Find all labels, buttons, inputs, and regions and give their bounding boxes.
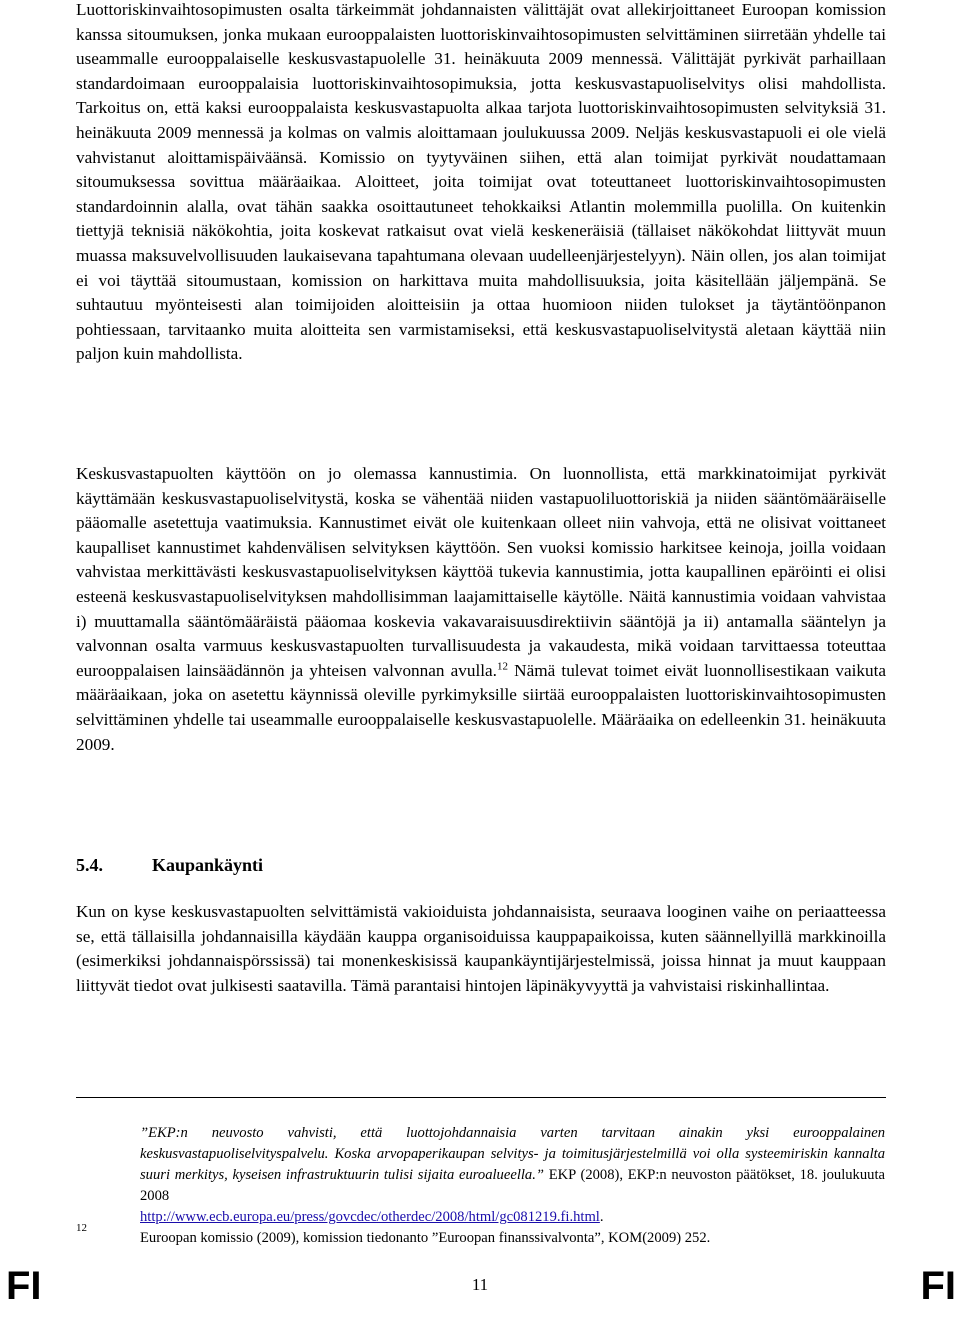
- paragraph-2-text-a: Keskusvastapuolten käyttöön on jo olemassa kannustimia. On luonnollista, että markkinatoimijat pyrkivät käyttämään keskusvastapuoliselvitystä, koska se vähentää niiden vastapuoliluottoriskiä ja niiden sääntömääräiselle pääomalle asetettuja vaatimuksia. Kannustimet eivät ole kuitenkaan olleet niin vahvoja, että ne olisivat voittaneet kaupalliset kannustimet kahdenvälisen selvityksen käyttöön. Sen vuoksi komissio harkitsee keinoja, joilla voidaan vahvistaa merkittävästi keskusvastapuoliselvityksen käyttöä tukevia kannustimia, jotta kaupallinen epäröinti ei olisi esteenä keskusvastapuoliselvityksen mahdollisimman laajamittaiselle käytölle. Näitä kannustimia voidaan vahvistaa i) muuttamalla sääntömääräistä pääomaa koskevia vakavaraisuusdirektiivin sääntöjä ja ii) antamalla sääntelyn ja valvonnan osalta varmuus keskusvastapuolten turvallisuudesta ja vakaudesta, mikä voidaan tarvittaessa toteuttaa eurooppalaisen lainsäädännön ja yhteisen valvonnan avulla.: [76, 464, 886, 680]
- paragraph-2: [76, 462, 886, 757]
- footnote-text: [140, 1123, 885, 1249]
- footnote-source: EKP (2008), EKP:n neuvoston päätökset, 18. joulukuuta 2008: [140, 1167, 885, 1204]
- section-heading: [76, 853, 886, 877]
- footnote-divider: [76, 1097, 886, 1098]
- section-title: Kaupankäynti: [152, 855, 264, 875]
- footnote-number: 12: [76, 1222, 87, 1234]
- footnote-second-line: Euroopan komissio (2009), komission tiedonanto ”Euroopan finanssivalvonta”, KOM(2009) 252.: [140, 1230, 711, 1246]
- language-code-left: FI: [6, 1264, 42, 1308]
- footnote-quote: ”EKP:n neuvosto vahvisti, että luottojohdannaisia varten tarvitaan ainakin yksi eurooppalainen keskusvastapuoliselvityspalvelu. Koska arvopaperikaupan selvitys- ja toimitusjärjestelmillä voi olla systeemiriskin kannalta suuri merkitys, kyseisen infrastruktuurin tulisi sijaita euroalueella.”: [140, 1125, 885, 1183]
- paragraph-3: Kun on kyse keskusvastapuolten selvittämistä vakioiduista johdannaisista, seuraava looginen vaihe on periaatteessa se, että tällaisilla johdannaisilla käydään kauppa organisoiduissa kauppapaikoissa, kuten säännellyillä markkinoilla (esimerkiksi johdannaispörssissä) tai monenkeskisissä kaupankäyntijärjestelmissä, joissa hinnat ja muut kauppaan liittyvät tiedot ovat julkisesti saatavilla. Tämä parantaisi hintojen läpinäkyvyyttä ja vahvistaisi riskinhallintaa.: [76, 902, 886, 995]
- page-number: 11: [471, 1275, 489, 1294]
- section-number: 5.4.: [76, 855, 103, 875]
- footnote-reference[interactable]: 12: [496, 660, 508, 673]
- footnote-link[interactable]: http://www.ecb.europa.eu/press/govcdec/otherdec/2008/html/gc081219.fi.html: [140, 1209, 600, 1225]
- footnote-link-period: .: [599, 1209, 604, 1225]
- paragraph-1: Luottoriskinvaihtosopimusten osalta tärkeimmät johdannaisten välittäjät ovat allekirjoittaneet Euroopan komission kanssa sitoumuksen, jonka mukaan eurooppalaisten luottoriskinvaihtosopimusten selvittäminen siirretään yhdelle tai useammalle eurooppalaiselle keskusvastapuolelle 31. heinäkuuta 2009 mennessä. Välittäjät pyrkivät parhaillaan standardoimaan eurooppalaisia luottoriskinvaihtosopimuksia, jotta keskusvastapuoliselvitys olisi mahdollista. Tarkoitus on, että kaksi eurooppalaista keskusvastapuolta alkaa tarjota luottoriskinvaihtosopimusten selvityksiä 31. heinäkuuta 2009 mennessä ja kolmas on valmis aloittamaan joulukuussa 2009. Neljäs keskusvastapuoli ei ole vielä vahvistanut aloittamispäiväänsä. Komissio on tyytyväinen siihen, että alan toimijat pyrkivät noudattamaan sitoumuksessa sovittua määräaikaa. Aloitteet, joita toimijat ovat toteuttaneet luottoriskinvaihtosopimusten standardoinnin alalla, ovat tähän saakka osoittautuneet tehokkaiksi Atlantin molemmilla puolilla. On kuitenkin tiettyjä teknisiä näkökohtia, joita koskevat ratkaisut ovat vielä keskeneräisiä (tällaiset näkökohdat liittyvät muun muassa maksuvelvollisuuden laukaisevana tapahtumana olevaan uudelleenjärjestelyyn). Näin ollen, jos alan toimijat ei voi täyttää sitoumustaan, komission on harkittava muita mahdollisuuksia, joita käsitellään jäljempänä. Se suhtautuu myönteisesti alan toimijoiden aloitteisiin ja ottaa huomioon niiden tulokset ja täytäntöönpanon pohtiessaan, tarvitaanko muita aloitteita sen varmistamiseksi, että keskusvastapuoliselvitystä aletaan käyttää niin paljon kuin mahdollista.: [76, 0, 886, 364]
- paragraph-2-text-b: Nämä tulevat toimet eivät luonnollisestikaan vaikuta määräaikaan, joka on asetettu käynnissä oleville pyrkimyksille siirtää eurooppalaisten luottoriskinvaihtosopimusten selvittäminen yhdelle tai useammalle eurooppalaiselle keskusvastapuolelle. Määräaika on edelleenkin 31. heinäkuuta 2009.: [76, 660, 886, 754]
- language-code-right: FI: [920, 1264, 956, 1308]
